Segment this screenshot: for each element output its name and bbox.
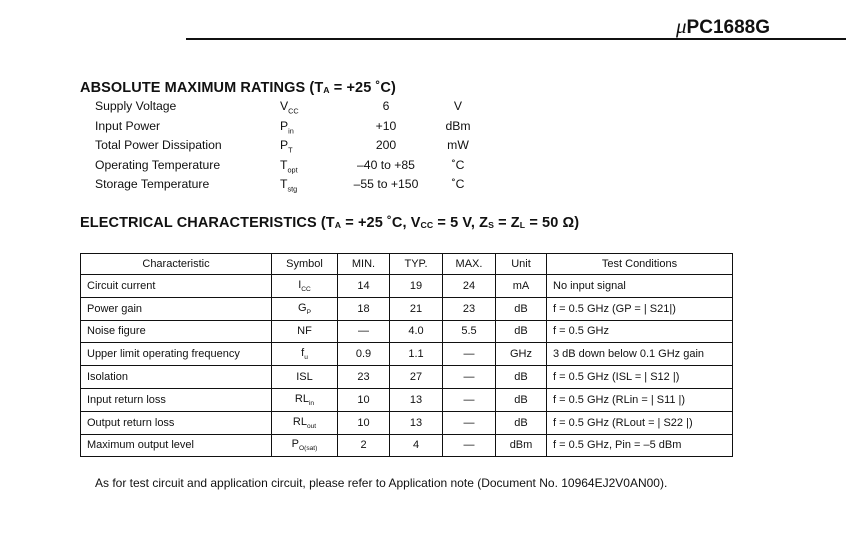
ec-heading: ELECTRICAL CHARACTERISTICS ($T_A = +25$ ˚C, $V_{CC} = 5$ V, $Z_S = Z_L = 50$ Ω)	[80, 215, 580, 231]
amr-symbol: $P_{in}$	[280, 118, 294, 135]
amr-unit: ˚C	[451, 177, 465, 191]
cell-unit: dB	[496, 388, 547, 411]
amr-unit: V	[453, 99, 463, 113]
col-header: Test Conditions	[547, 254, 733, 275]
table-header-row	[81, 254, 733, 275]
table-row	[81, 388, 733, 411]
amr-symbol: $V_{CC}$	[280, 99, 299, 116]
table-row	[81, 434, 733, 457]
cell-test-conditions: f = 0.5 GHz, Pin = –5 dBm	[547, 434, 733, 457]
cell-symbol: $I_{CC}$	[272, 275, 338, 298]
cell-typ: 19	[390, 275, 443, 298]
table-row	[81, 343, 733, 366]
amr-heading: ABSOLUTE MAXIMUM RATINGS ($T_A = +25$ ˚C)	[80, 80, 396, 96]
col-header: Unit	[496, 254, 547, 275]
cell-min: 14	[338, 275, 390, 298]
cell-max: 23	[443, 297, 496, 320]
cell-characteristic: Circuit current	[81, 275, 272, 298]
cell-test-conditions: f = 0.5 GHz (RLout = | S22 |)	[547, 411, 733, 434]
amr-param: Input Power	[95, 118, 161, 133]
amr-symbol: $T_{opt}$	[280, 157, 298, 174]
amr-unit: dBm	[445, 118, 471, 133]
amr-symbol: $T_{stg}$	[280, 177, 298, 194]
cell-unit: dBm	[496, 434, 547, 457]
cell-typ: 1.1	[390, 343, 443, 366]
mu-prefix: μ	[676, 14, 687, 38]
cell-min: 2	[338, 434, 390, 457]
cell-min: 18	[338, 297, 390, 320]
part-number: PC1688G	[686, 17, 770, 38]
table-row	[81, 411, 733, 434]
cell-characteristic: Input return loss	[81, 388, 272, 411]
cell-typ: 21	[390, 297, 443, 320]
cell-symbol: $P_{O(sat)}$	[272, 434, 338, 457]
cell-max: —	[443, 411, 496, 434]
cell-min: 0.9	[338, 343, 390, 366]
amr-param: Operating Temperature	[95, 157, 221, 172]
cell-typ: 13	[390, 411, 443, 434]
cell-min: 10	[338, 388, 390, 411]
cell-max: —	[443, 366, 496, 389]
cell-unit: GHz	[496, 343, 547, 366]
header-rule	[186, 38, 846, 40]
cell-min: —	[338, 320, 390, 343]
cell-symbol: $G_P$	[272, 297, 338, 320]
cell-unit: dB	[496, 320, 547, 343]
cell-characteristic: Power gain	[81, 297, 272, 320]
amr-unit: mW	[447, 138, 469, 152]
cell-test-conditions: f = 0.5 GHz (GP = | S21|)	[547, 297, 733, 320]
amr-value: 6	[382, 99, 390, 113]
amr-unit: ˚C	[451, 157, 465, 172]
cell-typ: 4	[390, 434, 443, 457]
cell-typ: 13	[390, 388, 443, 411]
table-row	[81, 297, 733, 320]
amr-param: Storage Temperature	[95, 177, 210, 191]
table-row	[81, 275, 733, 298]
amr-value: –55 to +150	[353, 177, 419, 191]
cell-max: 24	[443, 275, 496, 298]
amr-param: Supply Voltage	[95, 99, 177, 113]
cell-characteristic: Isolation	[81, 366, 272, 389]
col-header: Symbol	[272, 254, 338, 275]
ec-table	[80, 253, 733, 457]
cell-characteristic: Upper limit operating frequency	[81, 343, 272, 366]
cell-characteristic: Noise figure	[81, 320, 272, 343]
amr-value: 200	[375, 138, 397, 152]
col-header: MAX.	[443, 254, 496, 275]
cell-max: —	[443, 388, 496, 411]
cell-characteristic: Output return loss	[81, 411, 272, 434]
cell-min: 23	[338, 366, 390, 389]
table-row	[81, 366, 733, 389]
amr-param: Total Power Dissipation	[95, 138, 222, 152]
col-header: Characteristic	[81, 254, 272, 275]
application-note: As for test circuit and application circuit, please refer to Application note (Document No. 10964EJ2V0AN00).	[95, 476, 668, 490]
cell-test-conditions: f = 0.5 GHz (ISL = | S12 |)	[547, 366, 733, 389]
cell-test-conditions: f = 0.5 GHz	[547, 320, 733, 343]
cell-max: —	[443, 434, 496, 457]
cell-test-conditions: No input signal	[547, 275, 733, 298]
cell-max: 5.5	[443, 320, 496, 343]
amr-value: –40 to +85	[357, 157, 415, 172]
cell-unit: dB	[496, 366, 547, 389]
page-title	[676, 14, 770, 39]
cell-typ: 27	[390, 366, 443, 389]
cell-characteristic: Maximum output level	[81, 434, 272, 457]
cell-max: —	[443, 343, 496, 366]
col-header: MIN.	[338, 254, 390, 275]
cell-symbol: NF	[272, 320, 338, 343]
cell-unit: mA	[496, 275, 547, 298]
cell-test-conditions: f = 0.5 GHz (RLin = | S11 |)	[547, 388, 733, 411]
col-header: TYP.	[390, 254, 443, 275]
amr-value: +10	[375, 118, 397, 133]
cell-symbol: ISL	[272, 366, 338, 389]
table-row	[81, 320, 733, 343]
cell-typ: 4.0	[390, 320, 443, 343]
cell-unit: dB	[496, 297, 547, 320]
amr-symbol: $P_T$	[280, 138, 293, 155]
cell-unit: dB	[496, 411, 547, 434]
cell-min: 10	[338, 411, 390, 434]
cell-symbol: $f_u$	[272, 343, 338, 366]
cell-symbol: $RL_{out}$	[272, 411, 338, 434]
cell-test-conditions: 3 dB down below 0.1 GHz gain	[547, 343, 733, 366]
cell-symbol: $RL_{in}$	[272, 388, 338, 411]
